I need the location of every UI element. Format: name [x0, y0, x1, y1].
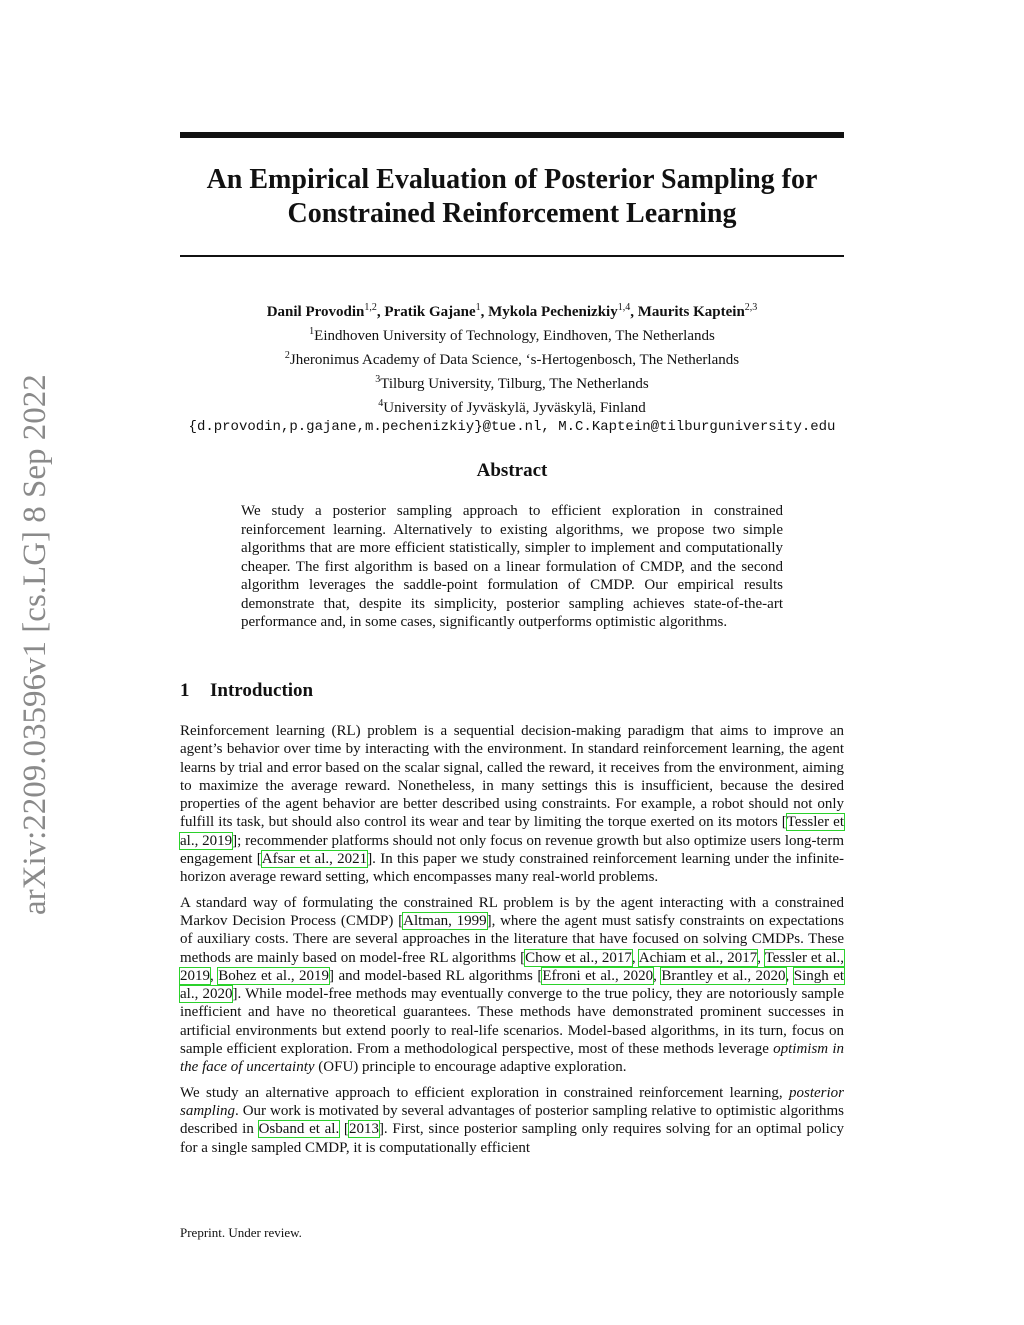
citation-link[interactable]: Tessler et al., 2019 [180, 814, 845, 849]
text-run: We study an alternative approach to efficient exploration in constrained reinforcement learning, [180, 1084, 789, 1101]
text-run: [ [339, 1121, 349, 1138]
affiliation-text: University of Jyväskylä, Jyväskylä, Finland [383, 400, 646, 416]
citation-link[interactable]: Osband et al. [258, 1121, 340, 1138]
author-names: Danil Provodin$^{1,2}$, Pratik Gajane$^1$, Mykola Pechenizkiy$^{1,4}$, Maurits Kaptein$^{2,3}$ [266, 302, 758, 320]
text-run: ], where the agent must satisfy constraints on expectations of auxiliary costs. There are several approaches in the literature that have focused on solving CMDPs. These methods are mainly based on model-free RL algorithms [ [180, 912, 844, 966]
affiliation-text: Eindhoven University of Technology, Eindhoven, The Netherlands [314, 328, 715, 344]
section-heading [180, 680, 313, 702]
emphasized-text: posterior sampling [180, 1084, 844, 1119]
author-name: Maurits Kaptein [637, 304, 745, 320]
citation-link[interactable]: Afsar et al., 2021 [261, 851, 368, 868]
author-name: Mykola Pechenizkiy [488, 304, 618, 320]
abstract-heading: Abstract [476, 460, 548, 481]
abstract-text: We study a posterior sampling approach to efficient exploration in constrained reinforcement learning. Alternatively to existing algorithms, we propose two simple algorithms that are more efficient statistically, simpler to implement and computationally cheaper. The first algorithm is based on a linear formulation of CMDP, and the second algorithm leverages the saddle-point formulation of CMDP. Our empirical results demonstrate that, despite its simplicity, posterior sampling achieves state-of-the-art performance and, in some cases, significantly outperforms optimistic algorithms. [241, 503, 783, 630]
body-paragraph [180, 894, 844, 1077]
author-affiliation-marker: 1 [475, 302, 481, 313]
affiliation-text: Jheronimus Academy of Data Science, ‘s-Hertogenbosch, The Netherlands [289, 352, 740, 368]
text-run: Reinforcement learning (RL) problem is a sequential decision-making paradigm that aims to improve an agent’s behavior over time by interacting with the environment. In standard reinforcement learning, the agent learns by trial and error based on the scalar signal, called the reward, it receives from the environment, aiming to maximize the average reward. Nonetheless, in many settings this is insufficient, because the desired properties of the agent behavior are better described using constraints. For example, a robot should not only fulfill its task, but should also control its wear and tear by limiting the torque exerted on its motors [ [180, 723, 844, 831]
text-run: . Our work is motivated by several advantages of posterior sampling relative to optimistic algorithms described in [180, 1102, 844, 1138]
author-affiliation-marker: 1,4 [617, 302, 631, 313]
affiliation-marker: 2 [284, 350, 290, 361]
affiliation-marker: 4 [378, 398, 384, 409]
body-text [180, 722, 844, 1164]
section-number: 1 [180, 680, 190, 701]
text-run: ]; recommender platforms should not only focus on revenue growth but also optimize users long-term engagement [ [180, 832, 845, 868]
affiliation-line [130, 322, 894, 346]
citation-link[interactable]: Tessler et al., 2019 [180, 949, 844, 984]
title-bottom-rule [180, 255, 844, 257]
body-paragraph [180, 1084, 844, 1157]
arxiv-identifier: arXiv:2209.03596v1 [cs.LG] 8 Sep 2022 [17, 374, 53, 916]
text-run: ]. In this paper we study constrained reinforcement learning under the infinite-horizon average reward setting, which encompasses many real-world problems. [180, 851, 845, 886]
text-run: (OFU) principle to encourage adaptive exploration. [314, 1059, 627, 1076]
title-top-rule [180, 132, 844, 138]
citation-link[interactable]: Efroni et al., 2020 [542, 967, 654, 984]
text-run: , [210, 967, 219, 984]
affiliation-line [130, 346, 894, 370]
citation-link[interactable]: Chow et al., 2017 [525, 949, 632, 966]
text-run: , [653, 967, 662, 984]
author-affiliation-marker: 2,3 [744, 302, 758, 313]
citation-link[interactable]: Bohez et al., 2019 [218, 967, 330, 984]
text-run: , [785, 967, 794, 984]
text-run: , [631, 949, 639, 966]
citation-link[interactable]: Altman, 1999 [403, 912, 487, 929]
affiliation-text: Tilburg University, Tilburg, The Netherlands [380, 376, 649, 392]
author-emails: {d.provodin,p.gajane,m.pechenizkiy}@tue.nl, M.C.Kaptein@tilburguniversity.edu [188, 419, 836, 435]
citation-link[interactable]: Achiam et al., 2017 [638, 949, 758, 966]
text-run: ] and model-based RL algorithms [ [329, 967, 543, 984]
author-name: Pratik Gajane [384, 304, 476, 320]
section-title: Introduction [210, 680, 314, 701]
text-run: A standard way of formulating the constrained RL problem is by the agent interacting with a constrained Markov Decision Process (CMDP) [ [180, 894, 844, 929]
emphasized-text: optimism in the face of uncertainty [180, 1041, 844, 1076]
author-block [130, 298, 894, 437]
citation-link[interactable]: Singh et al., 2020 [180, 967, 845, 1003]
paper-title: An Empirical Evaluation of Posterior Sampling for Constrained Reinforcement Learning [206, 164, 818, 229]
affiliation-list [130, 322, 894, 418]
text-run: ]. First, since posterior sampling only requires solving for an optimal policy for a single sampled CMDP, it is computationally efficient [180, 1121, 845, 1156]
affiliation-marker: 1 [309, 326, 315, 337]
affiliation-line [130, 394, 894, 418]
body-paragraph [180, 722, 844, 887]
text-run: ]. While model-free methods may eventually converge to the true policy, they are notoriously sample inefficient and have no theoretical guarantees. These methods have demonstrated prominent successes in artificial environments but extend poorly to real-life scenarios. Model-based algorithms, in its turn, focus on sample efficient exploration. From a methodological perspective, most of these methods leverage [180, 986, 844, 1058]
author-affiliation-marker: 1,2 [364, 302, 377, 313]
affiliation-marker: 3 [375, 374, 381, 385]
footer-note: Preprint. Under review. [180, 1225, 302, 1240]
author-name: Danil Provodin [266, 304, 365, 320]
text-run: , [757, 949, 765, 966]
affiliation-line [130, 370, 894, 394]
citation-link[interactable]: 2013 [348, 1121, 379, 1138]
citation-link[interactable]: Brantley et al., 2020 [661, 967, 786, 984]
